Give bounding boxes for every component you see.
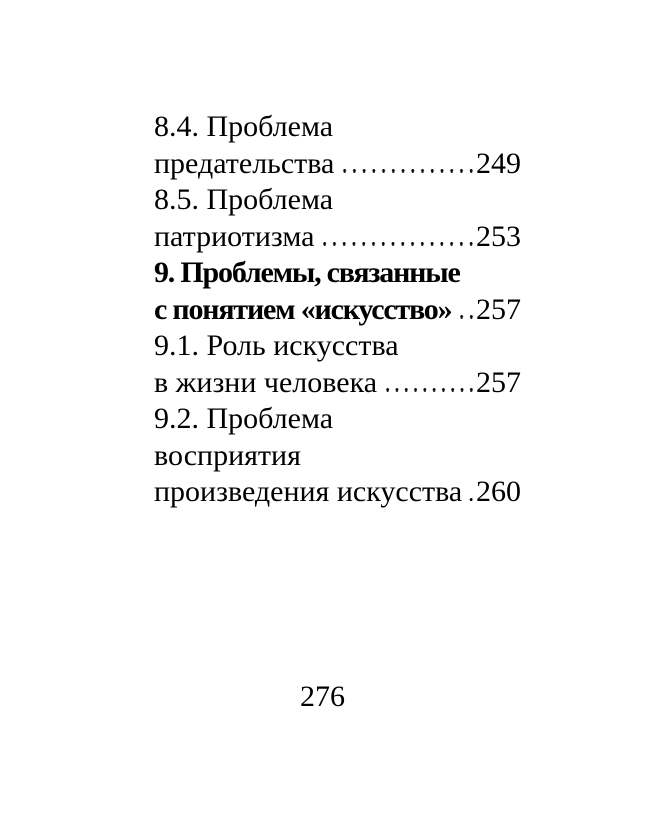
toc-entry-text: патриотизма — [154, 219, 315, 253]
toc-entry-text: в жизни человека — [154, 365, 378, 399]
toc-entry-title: 9.2. Проблема — [154, 402, 334, 435]
toc-entry-leader-line — [154, 292, 521, 329]
toc-entry-page-number: 253 — [476, 219, 521, 253]
toc-entry-title: 9.1. Роль искусства — [154, 329, 399, 362]
page-number-folio: 276 — [300, 680, 345, 713]
toc-entry-leader-line — [154, 146, 521, 183]
toc-entry-leader-line — [154, 219, 521, 256]
toc-entry-text: предательства — [154, 146, 335, 180]
toc-entry-text: с понятием «искусство» — [154, 292, 452, 326]
toc-entry-text: произведения искусства — [154, 475, 463, 508]
toc-entry-section-heading — [154, 255, 521, 328]
toc-entry-leader-line — [154, 365, 521, 402]
dot-leader — [383, 388, 476, 391]
toc-entry — [154, 401, 521, 511]
dot-leader — [340, 169, 476, 172]
toc-entry-title: 9. Проблемы, связанные — [154, 256, 460, 289]
toc-entry-title: 8.4. Проблема — [154, 110, 334, 143]
toc-entry-title: 8.5. Проблема — [154, 183, 334, 216]
toc-entry-leader-line — [154, 474, 521, 511]
toc-entry — [154, 109, 521, 182]
toc-entry — [154, 182, 521, 255]
toc-entry-page-number: 249 — [476, 146, 521, 180]
toc-entry-page-number: 257 — [476, 292, 521, 326]
table-of-contents — [154, 109, 521, 511]
dot-leader — [457, 315, 476, 318]
toc-entry-page-number: 260 — [476, 475, 521, 508]
toc-entry-title-continued: восприятия — [154, 438, 301, 472]
toc-entry-page-number: 257 — [476, 365, 521, 399]
toc-entry — [154, 328, 521, 401]
dot-leader — [320, 242, 476, 245]
dot-leader — [468, 498, 476, 501]
